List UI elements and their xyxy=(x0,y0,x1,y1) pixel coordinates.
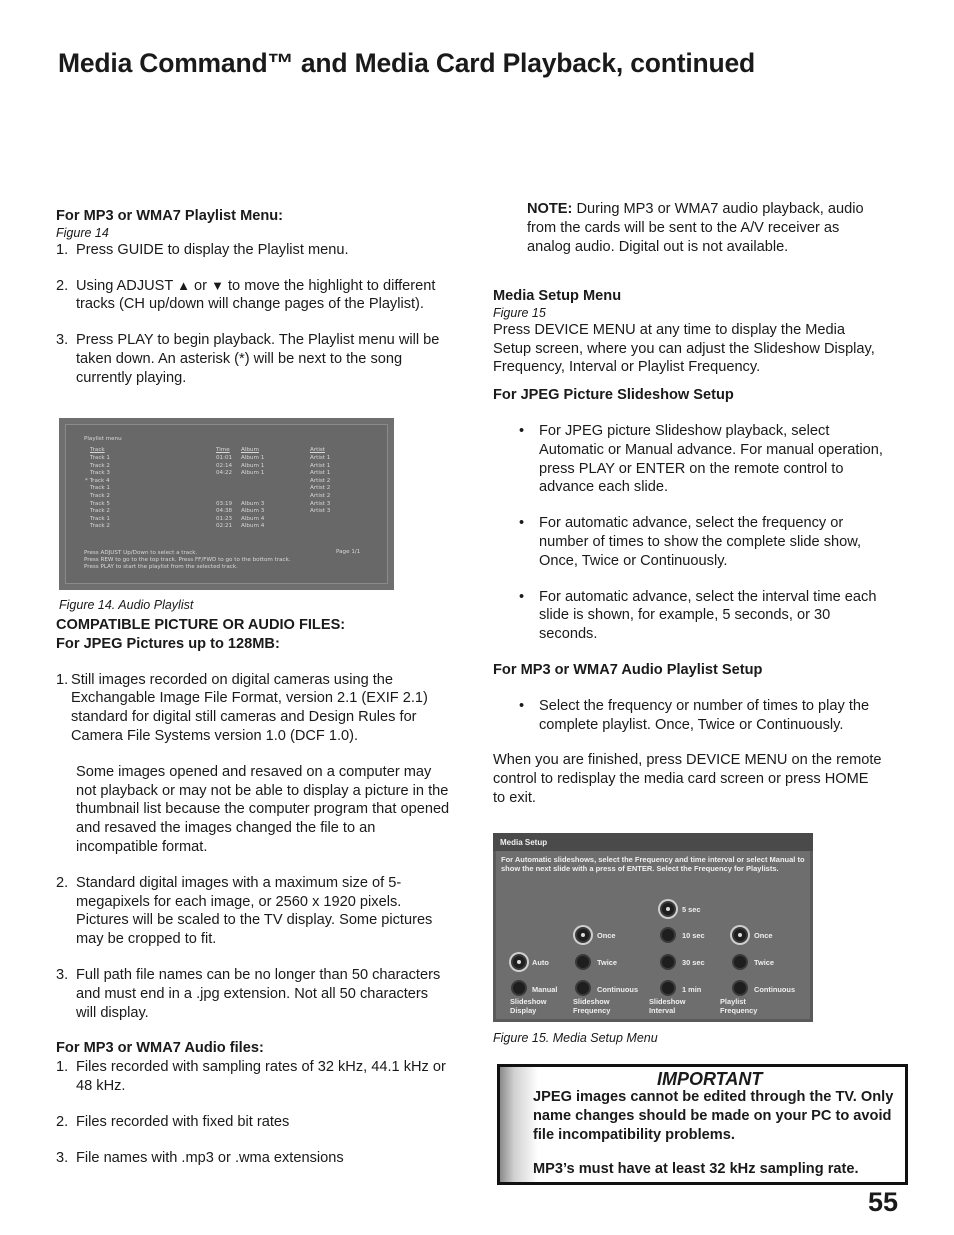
playlist-cell: Track 3 xyxy=(90,470,110,477)
playlist-cell: 04:22 xyxy=(216,470,233,477)
page-number: 55 xyxy=(868,1187,899,1217)
playlist-cell: Track 5 xyxy=(90,500,110,507)
playlist-cell: Track 2 xyxy=(90,523,110,530)
bullet-item: • For automatic advance, select the interval time each slide is shown, for example, 5 seconds, or 30 seconds. xyxy=(519,588,877,643)
playlist-cell: Album 1 xyxy=(241,455,265,461)
playlist-cell: Artist 1 xyxy=(310,455,331,461)
compatible-files-section: COMPATIBLE PICTURE OR AUDIO FILES: For JPEG Pictures up to 128MB: 1. Still images recorded on digital cameras using the Exchangable Image File Format, version 2.1 (EXIF 2.1) standard for digital still cameras and Design Rules for Camera File Systems version 1.0 (DCF 1.0). Some images opened and resaved on a computer may not playback or may not be able to display a picture in the thumbnail list because the computer program that opened and resaved the images changed the file to an incompatible format. 2. Standard digital images with a maximum size of 5-megapixels for each image, or 2560 x 1920 pixels. Pictures will be scaled to the TV display. Some pictures may be cropped to fit. 3. Full path file names can be no longer than 50 characters and must end in a .jpg extension. Not all 50 characters will display. For MP3 or WMA7 Audio files: 1. Files recorded with sampling rates of 32 kHz, 44.1 kHz or 48 kHz. 2. Files recorded with fixed bit rates 3. File names with .mp3 or .wma extensions xyxy=(56,617,450,1166)
playlist-cell: Artist 3 xyxy=(310,508,331,515)
radio-interval-30sec xyxy=(660,954,676,970)
radio-interval-5sec xyxy=(660,901,676,917)
playlist-heading: For MP3 or WMA7 Playlist Menu: xyxy=(56,208,284,224)
list-item: 3. Press PLAY to begin playback. The Playlist menu will be taken down. An asterisk (*) will be next to the song currently playing. xyxy=(56,332,440,386)
playlist-cell: Artist 2 xyxy=(310,477,331,484)
down-arrow-icon: ▼ xyxy=(211,277,224,293)
radio-interval-10sec xyxy=(660,927,676,943)
list-item: 1. Files recorded with sampling rates of 32 kHz, 44.1 kHz or 48 kHz. xyxy=(56,1059,446,1094)
playlist-cell: Artist 1 xyxy=(310,462,331,469)
playlist-cell: 01:23 xyxy=(216,515,233,522)
playlist-cell: Album 4 xyxy=(241,523,265,530)
playlist-cell: Track 2 xyxy=(90,508,110,515)
radio-manual xyxy=(511,980,527,996)
playlist-cell: 02:21 xyxy=(216,523,233,530)
page-title: Media Command™ and Media Card Playback, continued xyxy=(58,48,756,78)
playlist-cell: Album 1 xyxy=(241,462,265,469)
radio-playlist-continuous xyxy=(732,980,748,996)
radio-freq-twice xyxy=(575,954,591,970)
figure-14-ref: Figure 14 xyxy=(56,225,109,240)
playlist-screen-title: Playlist menu xyxy=(84,436,122,442)
playlist-cell: Track 2 xyxy=(90,493,110,499)
playlist-cell: Artist 3 xyxy=(310,500,331,507)
note-block: NOTE: During MP3 or WMA7 audio playback, audio from the cards will be sent to the A/V receiver as analog audio. Digital out is not available. xyxy=(527,201,864,255)
radio-playlist-once xyxy=(732,927,748,943)
playlist-cell: Track 1 xyxy=(90,485,110,492)
playlist-cell: 03:19 xyxy=(216,500,233,507)
playlist-cell: Artist 2 xyxy=(310,485,331,492)
radio-interval-1min xyxy=(660,980,676,996)
playlist-cell: Album 4 xyxy=(241,515,265,522)
bullet-item: • Select the frequency or number of times to play the complete playlist. Once, Twice or Continuously. xyxy=(519,697,870,733)
bullet-item: • For automatic advance, select the frequency or number of times to show the complete slide show, Once, Twice or Continuously. xyxy=(519,515,862,569)
playlist-cell: Artist 1 xyxy=(310,470,331,477)
playlist-cell: 02:14 xyxy=(216,462,233,469)
media-setup-screenshot: Media Setup For Automatic slideshows, select the Frequency and time interval or select Manual to show the next slide with a press of ENTER. Select the Frequency for Playlists. Auto Manual Once Twice Continuous 5 sec 10 sec 30 sec 1 min Once Twice Continuous Slideshow Display Slideshow Frequency Slideshow Interval Playlist Frequency xyxy=(493,833,813,1022)
list-item: 3. Full path file names can be no longer than 50 characters and must end in a .jpg extension. Not all 50 characters will display. xyxy=(56,966,441,1021)
playlist-cell: 01:01 xyxy=(216,455,233,461)
playlist-cell: Artist 2 xyxy=(310,493,331,499)
important-heading: IMPORTANT xyxy=(657,1069,763,1089)
playlist-cell: Album 3 xyxy=(241,508,265,515)
left-column xyxy=(56,207,450,388)
list-item: 1. Still images recorded on digital cameras using the Exchangable Image File Format, version 2.1 (EXIF 2.1) standard for digital still cameras and Design Rules for Camera File Systems version 1.0 (DCF 1.0). xyxy=(56,671,428,744)
figure-15-ref: Figure 15 xyxy=(493,305,546,320)
radio-freq-once xyxy=(575,927,591,943)
list-item: 2. Files recorded with fixed bit rates xyxy=(56,1113,290,1130)
playlist-cell: Track 2 xyxy=(90,462,110,469)
playlist-cell: Track 1 xyxy=(90,515,110,522)
playlist-cell: 04:38 xyxy=(216,508,233,515)
bullet-item: • For JPEG picture Slideshow playback, select Automatic or Manual advance. For manual operation, press PLAY or ENTER on the remote control to advance each slide. xyxy=(519,422,883,496)
radio-auto xyxy=(511,954,527,970)
media-setup-title-bar: Media Setup xyxy=(493,833,813,851)
playlist-cell: * Track 4 xyxy=(85,477,110,484)
list-item: 1. Press GUIDE to display the Playlist menu. xyxy=(56,241,349,258)
radio-playlist-twice xyxy=(732,954,748,970)
playlist-cell: Album 3 xyxy=(241,500,265,507)
playlist-cell: Track 1 xyxy=(90,455,110,461)
right-column: Media Setup Menu Figure 15 Press DEVICE MENU at any time to display the Media Setup screen, where you can adjust the Slideshow Display, Frequency, Interval or Playlist Frequency. For JPEG Picture Slideshow Setup • For JPEG picture Slideshow playback, select Automatic or Manual advance. For manual operation, press PLAY or ENTER on the remote control to advance each slide. • For automatic advance, select the frequency or number of times to show the complete slide show, Once, Twice or Continuously. • For automatic advance, select the interval time each slide is shown, for example, 5 seconds, or 30 seconds. For MP3 or WMA7 Audio Playlist Setup • Select the frequency or number of times to play the complete playlist. Once, Twice or Continuously. When you are finished, press DEVICE MENU on the remote control to redisplay the media card screen or press HOME to exit. xyxy=(493,288,883,806)
up-arrow-icon: ▲ xyxy=(177,277,190,293)
important-box: IMPORTANT JPEG images cannot be edited through the TV. Only name changes should be made on your PC to avoid file incompatibility problems. MP3’s must have at least 32 kHz sampling rate. xyxy=(497,1064,908,1185)
figure-14-caption: Figure 14. Audio Playlist xyxy=(59,598,194,612)
list-item: 2. Using ADJUST ▲ or ▼ to move the highlight to different tracks (CH up/down will change pages of the Playlist). xyxy=(56,277,436,313)
list-item: 2. Standard digital images with a maximum size of 5-megapixels for each image, or 2560 x 1920 pixels. Pictures will be scaled to the TV display. Some pictures may be cropped to fit. xyxy=(56,874,433,948)
playlist-cell: Album 1 xyxy=(241,470,265,477)
list-item: 3. File names with .mp3 or .wma extensions xyxy=(56,1149,344,1166)
radio-freq-continuous xyxy=(575,980,591,996)
audio-playlist-screenshot: Playlist menu Track Time Album Artist Track 1 01:01 Album 1 Artist 1 Track 2 02:14 Album 1 Artist 1 Track 3 04:22 Album 1 Artist 1 * Track 4 Artist 2 Track 1 Artist 2 Track 2 Artist 2 Track 5 03:19 Album 3 Artist 3 Track 2 04:38 Album 3 Artist 3 Track 1 01:23 Album 4 Track 2 02:21 Album 4 Press ADJUST Up/Down to select a track. Press REW to go to the top track. Press FF/FWD to go to the bottom track. Press PLAY to start the playlist from the selected track. Page 1/1 xyxy=(59,418,394,590)
figure-15-caption: Figure 15. Media Setup Menu xyxy=(493,1031,658,1045)
